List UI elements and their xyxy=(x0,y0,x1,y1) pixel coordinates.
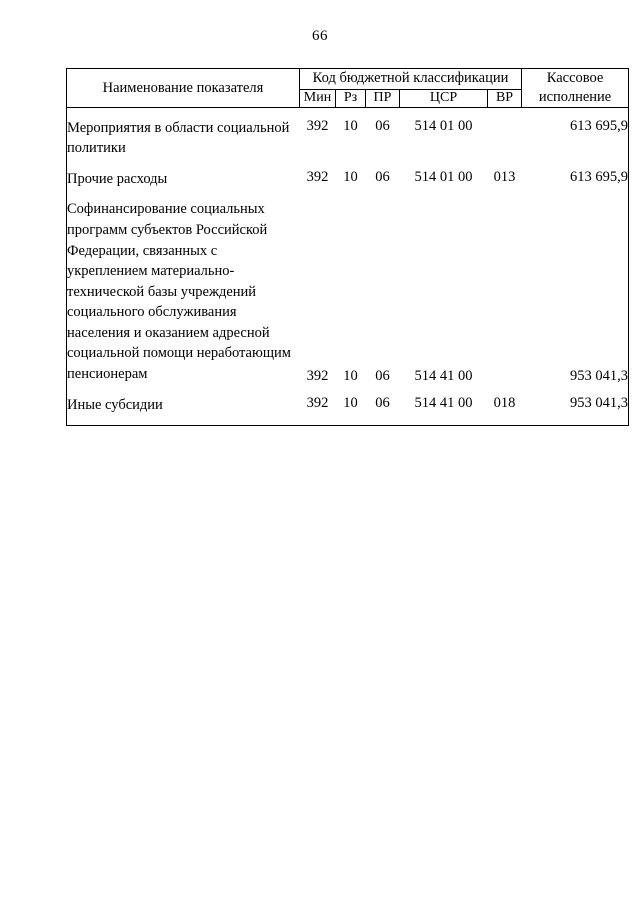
spacer-row xyxy=(67,415,629,426)
table-row xyxy=(67,169,629,190)
row-name: Иные субсидии xyxy=(67,396,163,413)
header-cell-rz: Рз xyxy=(336,89,366,107)
table-row xyxy=(67,118,629,159)
row-vr xyxy=(488,199,522,384)
budget-table xyxy=(66,68,629,426)
header-cell-vr: ВР xyxy=(488,89,522,107)
table-header xyxy=(66,68,629,108)
row-tsr: 514 01 00 xyxy=(414,117,473,134)
row-name: Прочие расходы xyxy=(67,170,168,187)
row-rz: 10 xyxy=(343,394,358,411)
spacer-row xyxy=(67,108,629,118)
row-cash: 953 041,3 xyxy=(570,367,629,384)
row-min: 392 xyxy=(306,394,329,411)
row-min: 392 xyxy=(306,168,329,185)
row-name: Софинансирование социальных программ субъектов Российской Федерации, связанных с укреплением материально-технической базы учреждений социального обслуживания населения и оказанием адресной социальной помощи неработающим пенсионерам xyxy=(67,201,291,383)
row-tsr: 514 41 00 xyxy=(414,394,473,411)
table-body xyxy=(66,108,629,427)
row-rz: 10 xyxy=(343,367,358,384)
header-cell-pr: ПР xyxy=(366,89,400,107)
header-row-top xyxy=(67,69,629,90)
spacer-row xyxy=(67,159,629,169)
row-cash: 613 695,9 xyxy=(570,117,629,134)
header-cell-name: Наименование показателя xyxy=(67,69,300,108)
row-tsr: 514 01 00 xyxy=(414,168,473,185)
spacer-row xyxy=(67,385,629,395)
header-cell-min: Мин xyxy=(300,89,336,107)
row-rz: 10 xyxy=(343,168,358,185)
row-min: 392 xyxy=(306,117,329,134)
row-pr: 06 xyxy=(375,117,390,134)
page-number: 66 xyxy=(312,28,328,44)
spacer-row xyxy=(67,189,629,199)
header-cell-code-group: Код бюджетной классификации xyxy=(300,69,522,90)
row-rz: 10 xyxy=(343,117,358,134)
row-vr: 013 xyxy=(493,168,516,185)
row-name: Мероприятия в области социальной политики xyxy=(67,119,290,157)
row-min: 392 xyxy=(306,367,329,384)
table-row xyxy=(67,395,629,416)
row-vr xyxy=(488,118,522,159)
header-cell-tsr: ЦСР xyxy=(400,89,488,107)
row-tsr: 514 41 00 xyxy=(414,367,473,384)
row-cash: 613 695,9 xyxy=(570,168,629,185)
table-row xyxy=(67,199,629,384)
row-pr: 06 xyxy=(375,394,390,411)
row-pr: 06 xyxy=(375,168,390,185)
row-vr: 018 xyxy=(493,394,516,411)
row-pr: 06 xyxy=(375,367,390,384)
header-cell-cash: Кассовое исполнение xyxy=(522,69,629,108)
row-cash: 953 041,3 xyxy=(570,394,629,411)
